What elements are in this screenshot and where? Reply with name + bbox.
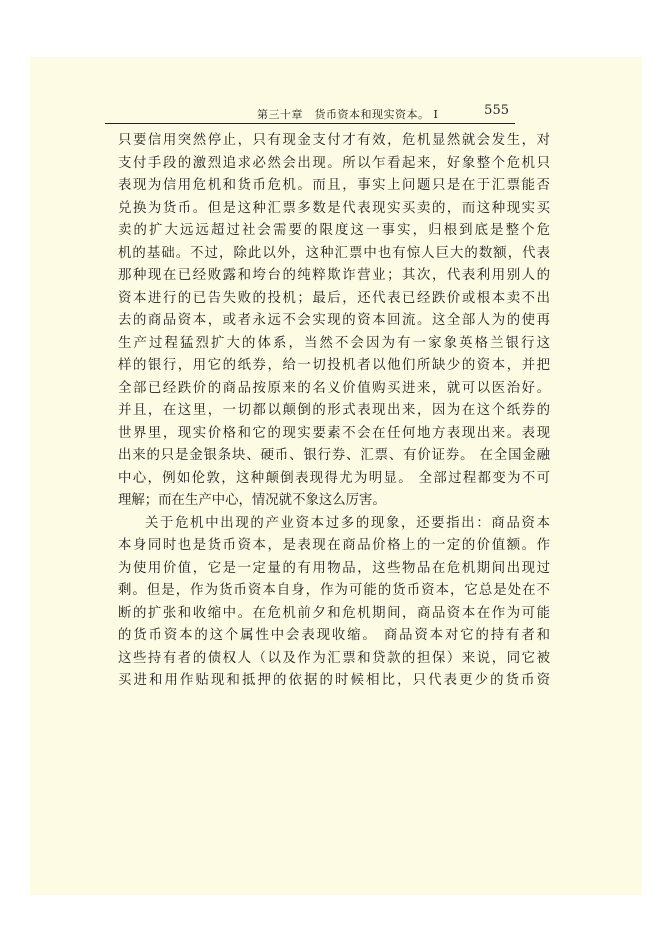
running-header — [105, 103, 515, 124]
text-line: 只要信用突然停止，只有现金支付才有效，危机显然就会发生，对 — [118, 133, 550, 148]
text-line: 剩。但是，作为货币资本自身，作为可能的货币资本，它总是处在不 — [118, 583, 550, 598]
text-line: 断的扩张和收缩中。在危机前夕和危机期间，商品资本在作为可能 — [118, 605, 550, 621]
text-line: 买进和用作贴现和抵押的依据的时候相比，只代表更少的货币资 — [118, 673, 550, 688]
text-line: 理解；而在生产中心，情况就不象这么厉害。 — [118, 493, 386, 508]
paragraph-1 — [118, 130, 550, 513]
text-line: 资本进行的已告失败的投机；最后，还代表已经跌价或根本卖不出 — [118, 290, 550, 306]
text-line: 那种现在已经败露和垮台的纯粹欺诈营业；其次，代表利用别人的 — [118, 268, 550, 283]
text-line: 为使用价值，它是一定量的有用物品，这些物品在危机期间出现过 — [118, 560, 550, 576]
body-text — [118, 130, 550, 693]
page-number: 555 — [484, 103, 509, 118]
text-line: 生产过程猛烈扩大的体系，当然不会因为有一家象英格兰银行这 — [118, 335, 550, 351]
text-line: 的货币资本的这个属性中会表现收缩。 商品资本对它的持有者和 — [118, 628, 550, 643]
text-line: 这些持有者的债权人（以及作为汇票和贷款的担保）来说，同它被 — [118, 650, 550, 666]
text-line: 表现为信用危机和货币危机。而且，事实上问题只是在于汇票能否 — [118, 178, 550, 193]
paragraph-2 — [118, 513, 550, 693]
text-line: 样的银行，用它的纸券，给一切投机者以他们所缺少的资本，并把 — [118, 358, 550, 373]
text-line: 支付手段的激烈追求必然会出现。所以乍看起来，好象整个危机只 — [118, 155, 550, 171]
text-line: 世界里，现实价格和它的现实要素不会在任何地方表现出来。表现 — [118, 425, 550, 441]
text-line: 中心，例如伦敦，这种颠倒表现得尤为明显。 全部过程都变为不可 — [118, 470, 550, 486]
text-line: 兑换为货币。但是这种汇票多数是代表现实买卖的，而这种现实买 — [118, 200, 550, 216]
text-line: 并且，在这里，一切都以颠倒的形式表现出来，因为在这个纸券的 — [118, 403, 550, 418]
text-line: 机的基础。不过，除此以外，这种汇票中也有惊人巨大的数额，代表 — [118, 245, 550, 261]
text-line: 出来的只是金银条块、硬币、银行券、汇票、有价证券。 在全国金融 — [118, 448, 550, 463]
chapter-title: 第三十章 货币资本和现实资本。 I — [257, 108, 439, 121]
text-line: 卖的扩大远远超过社会需要的限度这一事实，归根到底是整个危 — [118, 223, 550, 238]
text-line: 全部已经跌价的商品按原来的名义价值购买进来，就可以医治好。 — [118, 380, 550, 396]
text-line: 关于危机中出现的产业资本过多的现象，还要指出：商品资本 — [145, 515, 550, 531]
text-line: 去的商品资本，或者永远不会实现的资本回流。这全部人为的使再 — [118, 313, 550, 328]
text-line: 本身同时也是货币资本，是表现在商品价格上的一定的价值额。作 — [118, 538, 550, 553]
